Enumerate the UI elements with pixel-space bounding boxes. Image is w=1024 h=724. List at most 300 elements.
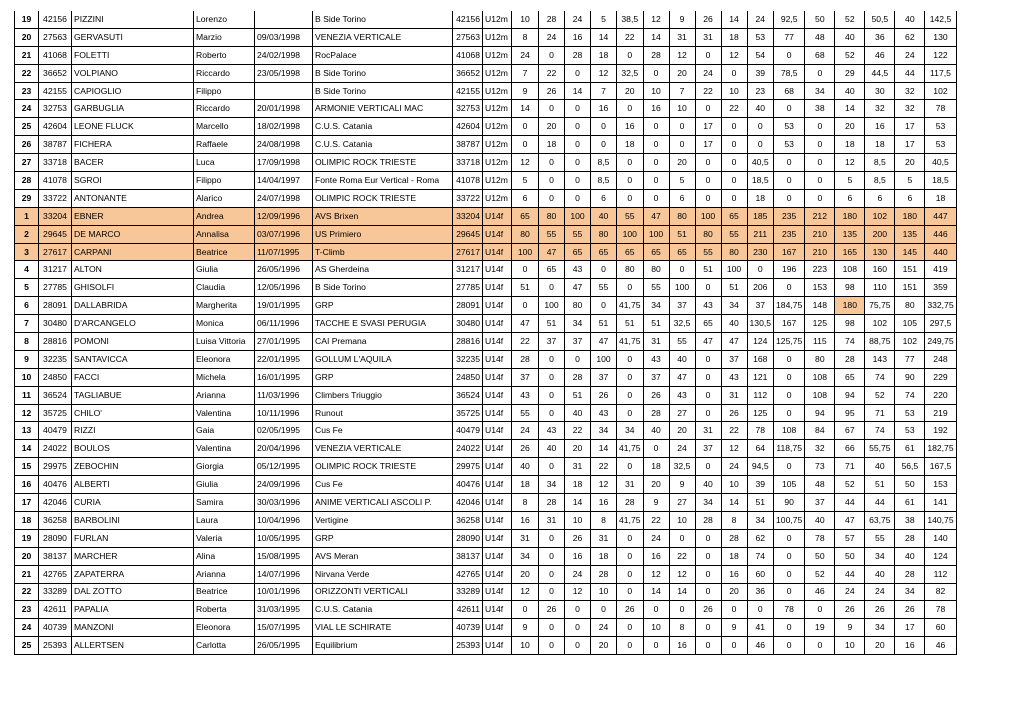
cell-score: 65 bbox=[669, 243, 695, 261]
cell-score: 0 bbox=[512, 118, 539, 136]
cell-category: U14f bbox=[483, 279, 512, 297]
cell-athlete-id: 42156 bbox=[39, 11, 72, 28]
table-row bbox=[15, 350, 996, 368]
cell-score: 47 bbox=[591, 333, 617, 351]
cell-score: 31 bbox=[695, 422, 721, 440]
cell-score: 66 bbox=[835, 440, 865, 458]
cell-club-code: 42156 bbox=[453, 11, 483, 28]
cell-score: 37 bbox=[669, 297, 695, 315]
cell-score: 32,5 bbox=[669, 315, 695, 333]
cell-score: 37 bbox=[721, 350, 747, 368]
cell-birth-date: 14/04/1997 bbox=[255, 172, 313, 190]
cell-score: 0 bbox=[539, 100, 565, 118]
cell-score: 44 bbox=[835, 494, 865, 512]
cell-score: 62 bbox=[895, 28, 925, 46]
cell-score: 40 bbox=[895, 11, 925, 28]
cell-score: 0 bbox=[805, 154, 835, 172]
cell-club: B Side Torino bbox=[313, 279, 453, 297]
cell-score: 0 bbox=[721, 136, 747, 154]
cell-first-name: Marcello bbox=[194, 118, 255, 136]
cell-club: B Side Torino bbox=[313, 64, 453, 82]
cell-club-code: 40479 bbox=[453, 422, 483, 440]
cell-score: 41,75 bbox=[617, 511, 644, 529]
cell-club: TACCHE E SVASI PERUGIA bbox=[313, 315, 453, 333]
cell-score: 77 bbox=[774, 28, 805, 46]
cell-score: 34 bbox=[695, 494, 721, 512]
cell-score: 18 bbox=[565, 476, 591, 494]
cell-score: 54 bbox=[747, 46, 774, 64]
cell-position: 19 bbox=[15, 11, 39, 28]
cell-score: 78 bbox=[925, 100, 956, 118]
cell-score: 167 bbox=[774, 315, 805, 333]
cell-score: 446 bbox=[925, 225, 956, 243]
cell-score: 28 bbox=[565, 46, 591, 64]
cell-score: 332,75 bbox=[925, 297, 956, 315]
cell-score: 17 bbox=[695, 118, 721, 136]
cell-first-name: Giulia bbox=[194, 476, 255, 494]
cell-score: 38 bbox=[895, 511, 925, 529]
cell-surname: EBNER bbox=[72, 207, 194, 225]
cell-score: 43 bbox=[512, 386, 539, 404]
cell-score: 0 bbox=[617, 350, 644, 368]
cell-surname: DALLABRIDA bbox=[72, 297, 194, 315]
cell-surname: LEONE FLUCK bbox=[72, 118, 194, 136]
cell-score: 28 bbox=[895, 529, 925, 547]
cell-score: 6 bbox=[895, 189, 925, 207]
cell-athlete-id: 33722 bbox=[39, 189, 72, 207]
table-row bbox=[15, 458, 996, 476]
cell-club-code: 40476 bbox=[453, 476, 483, 494]
cell-score: 16 bbox=[895, 637, 925, 655]
cell-score: 0 bbox=[591, 297, 617, 315]
cell-score: 0 bbox=[774, 100, 805, 118]
cell-score: 28 bbox=[539, 11, 565, 28]
cell-surname: MANZONI bbox=[72, 619, 194, 637]
cell-score: 0 bbox=[591, 118, 617, 136]
cell-score: 19 bbox=[805, 619, 835, 637]
cell-score: 18 bbox=[835, 136, 865, 154]
cell-score: 0 bbox=[591, 601, 617, 619]
cell-surname: VOLPIANO bbox=[72, 64, 194, 82]
cell-score: 9 bbox=[643, 494, 669, 512]
cell-athlete-id: 33718 bbox=[39, 154, 72, 172]
table-row bbox=[15, 511, 996, 529]
cell-score: 43 bbox=[565, 261, 591, 279]
cell-score: 0 bbox=[747, 136, 774, 154]
cell-category: U14f bbox=[483, 207, 512, 225]
cell-score: 34 bbox=[895, 583, 925, 601]
table-row bbox=[15, 261, 996, 279]
cell-score: 57 bbox=[835, 529, 865, 547]
cell-club-code: 33289 bbox=[453, 583, 483, 601]
cell-club-code: 42611 bbox=[453, 601, 483, 619]
cell-club: CAI Premana bbox=[313, 333, 453, 351]
cell-score: 440 bbox=[925, 243, 956, 261]
cell-club-code: 42046 bbox=[453, 494, 483, 512]
cell-club: OLIMPIC ROCK TRIESTE bbox=[313, 189, 453, 207]
cell-score: 8 bbox=[669, 619, 695, 637]
cell-athlete-id: 41078 bbox=[39, 172, 72, 190]
cell-score: 52 bbox=[835, 46, 865, 64]
cell-category: U14f bbox=[483, 476, 512, 494]
cell-score: 24 bbox=[565, 11, 591, 28]
cell-category: U14f bbox=[483, 565, 512, 583]
cell-score: 229 bbox=[925, 368, 956, 386]
cell-score: 40 bbox=[805, 511, 835, 529]
cell-score: 0 bbox=[695, 100, 721, 118]
cell-score: 53 bbox=[895, 422, 925, 440]
cell-score: 74 bbox=[835, 333, 865, 351]
cell-club: T-Climb bbox=[313, 243, 453, 261]
cell-position: 27 bbox=[15, 154, 39, 172]
cell-score: 80 bbox=[591, 225, 617, 243]
cell-score: 100 bbox=[565, 207, 591, 225]
cell-score: 0 bbox=[539, 46, 565, 64]
cell-score: 24 bbox=[565, 565, 591, 583]
cell-club-code: 27563 bbox=[453, 28, 483, 46]
cell-club: C.U.S. Catania bbox=[313, 118, 453, 136]
cell-score: 24 bbox=[835, 583, 865, 601]
cell-score: 212 bbox=[805, 207, 835, 225]
table-row bbox=[15, 583, 996, 601]
cell-score: 0 bbox=[565, 154, 591, 172]
cell-athlete-id: 27617 bbox=[39, 243, 72, 261]
cell-club-code: 28090 bbox=[453, 529, 483, 547]
cell-score: 22 bbox=[539, 64, 565, 82]
cell-category: U14f bbox=[483, 583, 512, 601]
cell-score: 26 bbox=[695, 601, 721, 619]
cell-club: VENEZIA VERTICALE bbox=[313, 28, 453, 46]
cell-score: 0 bbox=[774, 637, 805, 655]
table-row bbox=[15, 64, 996, 82]
cell-score: 196 bbox=[774, 261, 805, 279]
cell-score: 18 bbox=[925, 189, 956, 207]
cell-score: 14 bbox=[643, 583, 669, 601]
cell-club: Runout bbox=[313, 404, 453, 422]
cell-surname: ANTONANTE bbox=[72, 189, 194, 207]
cell-score: 0 bbox=[695, 350, 721, 368]
cell-category: U12m bbox=[483, 172, 512, 190]
cell-score: 0 bbox=[617, 404, 644, 422]
cell-score: 40 bbox=[591, 207, 617, 225]
cell-score: 55 bbox=[721, 225, 747, 243]
cell-score: 14 bbox=[721, 11, 747, 28]
cell-score: 28 bbox=[617, 494, 644, 512]
cell-athlete-id: 32235 bbox=[39, 350, 72, 368]
cell-score: 16 bbox=[865, 118, 895, 136]
cell-athlete-id: 33289 bbox=[39, 583, 72, 601]
cell-first-name: Claudia bbox=[194, 279, 255, 297]
cell-club: B Side Torino bbox=[313, 82, 453, 100]
cell-athlete-id: 38787 bbox=[39, 136, 72, 154]
cell-athlete-id: 42765 bbox=[39, 565, 72, 583]
cell-score: 47 bbox=[835, 511, 865, 529]
cell-score: 28 bbox=[565, 368, 591, 386]
cell-score: 64 bbox=[747, 440, 774, 458]
cell-surname: FACCI bbox=[72, 368, 194, 386]
cell-score: 65 bbox=[617, 243, 644, 261]
cell-score: 9 bbox=[669, 476, 695, 494]
cell-club-code: 24850 bbox=[453, 368, 483, 386]
cell-score: 40,5 bbox=[747, 154, 774, 172]
cell-club-code: 35725 bbox=[453, 404, 483, 422]
cell-score: 180 bbox=[835, 297, 865, 315]
cell-score: 6 bbox=[865, 189, 895, 207]
cell-score: 167 bbox=[774, 243, 805, 261]
cell-score: 46 bbox=[747, 637, 774, 655]
cell-surname: CURIA bbox=[72, 494, 194, 512]
cell-score: 55 bbox=[643, 279, 669, 297]
cell-score: 17 bbox=[895, 118, 925, 136]
cell-position: 29 bbox=[15, 189, 39, 207]
cell-category: U14f bbox=[483, 529, 512, 547]
cell-surname: CHILO' bbox=[72, 404, 194, 422]
cell-score: 55 bbox=[695, 243, 721, 261]
cell-score: 55 bbox=[617, 207, 644, 225]
cell-score: 50,5 bbox=[865, 11, 895, 28]
cell-athlete-id: 36258 bbox=[39, 511, 72, 529]
cell-surname: DAL ZOTTO bbox=[72, 583, 194, 601]
cell-score: 40 bbox=[835, 28, 865, 46]
cell-position: 3 bbox=[15, 243, 39, 261]
cell-club-code: 42765 bbox=[453, 565, 483, 583]
cell-club-code: 24022 bbox=[453, 440, 483, 458]
cell-club-code: 31217 bbox=[453, 261, 483, 279]
cell-athlete-id: 33204 bbox=[39, 207, 72, 225]
cell-birth-date bbox=[255, 82, 313, 100]
cell-athlete-id: 27785 bbox=[39, 279, 72, 297]
table-row bbox=[15, 422, 996, 440]
cell-club-code: 27785 bbox=[453, 279, 483, 297]
cell-score: 14 bbox=[669, 583, 695, 601]
cell-score: 419 bbox=[925, 261, 956, 279]
cell-score: 0 bbox=[747, 261, 774, 279]
cell-score: 0 bbox=[539, 386, 565, 404]
cell-birth-date: 03/07/1996 bbox=[255, 225, 313, 243]
table-row bbox=[15, 440, 996, 458]
table-row bbox=[15, 565, 996, 583]
cell-category: U12m bbox=[483, 28, 512, 46]
cell-position: 24 bbox=[15, 619, 39, 637]
cell-score: 10 bbox=[565, 511, 591, 529]
cell-score: 47 bbox=[721, 333, 747, 351]
cell-club: OLIMPIC ROCK TRIESTE bbox=[313, 458, 453, 476]
cell-first-name: Arianna bbox=[194, 386, 255, 404]
cell-score: 0 bbox=[539, 189, 565, 207]
cell-position: 7 bbox=[15, 315, 39, 333]
cell-club: US Primiero bbox=[313, 225, 453, 243]
cell-score: 0 bbox=[805, 601, 835, 619]
cell-score: 0 bbox=[617, 189, 644, 207]
cell-score: 223 bbox=[805, 261, 835, 279]
cell-score: 0 bbox=[565, 136, 591, 154]
cell-athlete-id: 29645 bbox=[39, 225, 72, 243]
cell-score: 0 bbox=[617, 637, 644, 655]
cell-score: 9 bbox=[721, 619, 747, 637]
cell-score: 18 bbox=[539, 136, 565, 154]
cell-score: 37 bbox=[805, 494, 835, 512]
cell-score: 0 bbox=[721, 118, 747, 136]
cell-first-name: Giulia bbox=[194, 261, 255, 279]
cell-club-code: 28816 bbox=[453, 333, 483, 351]
cell-score: 0 bbox=[512, 297, 539, 315]
cell-score: 78 bbox=[774, 601, 805, 619]
cell-score: 26 bbox=[565, 529, 591, 547]
cell-score: 55 bbox=[512, 404, 539, 422]
cell-score: 34 bbox=[747, 511, 774, 529]
cell-score: 12 bbox=[512, 583, 539, 601]
cell-score: 94,5 bbox=[747, 458, 774, 476]
cell-first-name: Carlotta bbox=[194, 637, 255, 655]
cell-score: 40 bbox=[695, 476, 721, 494]
cell-club-code: 33718 bbox=[453, 154, 483, 172]
cell-score: 100 bbox=[695, 207, 721, 225]
cell-athlete-id: 40479 bbox=[39, 422, 72, 440]
cell-score: 53 bbox=[925, 118, 956, 136]
cell-birth-date: 11/07/1995 bbox=[255, 243, 313, 261]
cell-score: 71 bbox=[835, 458, 865, 476]
cell-score: 75,75 bbox=[865, 297, 895, 315]
cell-category: U14f bbox=[483, 261, 512, 279]
cell-score: 39 bbox=[747, 476, 774, 494]
cell-score: 16 bbox=[643, 547, 669, 565]
cell-score: 37 bbox=[591, 368, 617, 386]
cell-surname: ALLERTSEN bbox=[72, 637, 194, 655]
cell-club: ORIZZONTI VERTICALI bbox=[313, 583, 453, 601]
cell-score: 38 bbox=[805, 100, 835, 118]
cell-first-name: Marzio bbox=[194, 28, 255, 46]
cell-score: 20 bbox=[565, 440, 591, 458]
cell-score: 34 bbox=[512, 547, 539, 565]
cell-athlete-id: 24850 bbox=[39, 368, 72, 386]
cell-surname: GHISOLFI bbox=[72, 279, 194, 297]
cell-first-name: Valentina bbox=[194, 440, 255, 458]
cell-score: 9 bbox=[512, 82, 539, 100]
cell-position: 23 bbox=[15, 601, 39, 619]
cell-score: 14 bbox=[835, 100, 865, 118]
cell-score: 22 bbox=[512, 333, 539, 351]
cell-score: 51 bbox=[865, 476, 895, 494]
cell-score: 26 bbox=[539, 601, 565, 619]
table-row bbox=[15, 154, 996, 172]
cell-score: 34 bbox=[865, 619, 895, 637]
cell-score: 46 bbox=[805, 583, 835, 601]
cell-score: 90 bbox=[774, 494, 805, 512]
cell-score: 165 bbox=[835, 243, 865, 261]
cell-club: VIAL LE SCHIRATE bbox=[313, 619, 453, 637]
cell-score: 0 bbox=[669, 529, 695, 547]
cell-club: Fonte Roma Eur Vertical - Roma bbox=[313, 172, 453, 190]
cell-position: 6 bbox=[15, 297, 39, 315]
cell-score: 0 bbox=[643, 637, 669, 655]
cell-score: 0 bbox=[643, 154, 669, 172]
cell-score: 10 bbox=[512, 11, 539, 28]
cell-score: 12 bbox=[643, 565, 669, 583]
cell-score: 0 bbox=[539, 547, 565, 565]
cell-position: 12 bbox=[15, 404, 39, 422]
cell-score: 95 bbox=[835, 404, 865, 422]
cell-score: 50 bbox=[835, 547, 865, 565]
cell-score: 0 bbox=[617, 100, 644, 118]
cell-score: 51 bbox=[512, 279, 539, 297]
cell-position: 2 bbox=[15, 225, 39, 243]
cell-position: 18 bbox=[15, 511, 39, 529]
cell-score: 18 bbox=[591, 547, 617, 565]
cell-score: 26 bbox=[512, 440, 539, 458]
cell-score: 0 bbox=[721, 189, 747, 207]
cell-score: 10 bbox=[643, 619, 669, 637]
cell-first-name: Eleonora bbox=[194, 619, 255, 637]
cell-score: 0 bbox=[591, 261, 617, 279]
cell-score: 105 bbox=[774, 476, 805, 494]
cell-position: 8 bbox=[15, 333, 39, 351]
cell-athlete-id: 42604 bbox=[39, 118, 72, 136]
cell-score: 68 bbox=[774, 82, 805, 100]
cell-score: 80 bbox=[565, 297, 591, 315]
cell-category: U14f bbox=[483, 494, 512, 512]
cell-score: 29 bbox=[835, 64, 865, 82]
cell-position: 21 bbox=[15, 46, 39, 64]
cell-score: 34 bbox=[591, 422, 617, 440]
cell-score: 118,75 bbox=[774, 440, 805, 458]
cell-score: 52 bbox=[835, 11, 865, 28]
cell-score: 297,5 bbox=[925, 315, 956, 333]
cell-score: 108 bbox=[835, 261, 865, 279]
cell-score: 94 bbox=[805, 404, 835, 422]
cell-position: 19 bbox=[15, 529, 39, 547]
cell-first-name: Samira bbox=[194, 494, 255, 512]
cell-category: U14f bbox=[483, 547, 512, 565]
cell-birth-date: 10/04/1996 bbox=[255, 511, 313, 529]
cell-club: Vertigine bbox=[313, 511, 453, 529]
cell-club-code: 40739 bbox=[453, 619, 483, 637]
cell-score: 8 bbox=[512, 28, 539, 46]
cell-score: 26 bbox=[835, 601, 865, 619]
cell-score: 6 bbox=[512, 189, 539, 207]
cell-category: U12m bbox=[483, 136, 512, 154]
cell-score: 249,75 bbox=[925, 333, 956, 351]
cell-score: 235 bbox=[774, 225, 805, 243]
cell-birth-date: 17/09/1998 bbox=[255, 154, 313, 172]
cell-surname: TAGLIABUE bbox=[72, 386, 194, 404]
table-row bbox=[15, 297, 996, 315]
cell-score: 14 bbox=[565, 82, 591, 100]
cell-score: 34 bbox=[721, 297, 747, 315]
cell-score: 0 bbox=[643, 440, 669, 458]
cell-birth-date: 20/04/1996 bbox=[255, 440, 313, 458]
cell-score: 0 bbox=[512, 261, 539, 279]
cell-score: 28 bbox=[512, 350, 539, 368]
cell-birth-date: 10/05/1995 bbox=[255, 529, 313, 547]
cell-score: 65 bbox=[539, 261, 565, 279]
cell-score: 24 bbox=[747, 11, 774, 28]
cell-birth-date: 09/03/1998 bbox=[255, 28, 313, 46]
cell-score: 0 bbox=[565, 118, 591, 136]
cell-surname: BOULOS bbox=[72, 440, 194, 458]
cell-score: 40 bbox=[747, 100, 774, 118]
cell-score: 110 bbox=[865, 279, 895, 297]
cell-surname: GERVASUTI bbox=[72, 28, 194, 46]
cell-score: 211 bbox=[747, 225, 774, 243]
cell-score: 151 bbox=[895, 279, 925, 297]
cell-surname: SGROI bbox=[72, 172, 194, 190]
cell-score: 55,75 bbox=[865, 440, 895, 458]
cell-score: 23 bbox=[747, 82, 774, 100]
cell-score: 100 bbox=[669, 279, 695, 297]
cell-score: 12 bbox=[835, 154, 865, 172]
cell-score: 22 bbox=[565, 422, 591, 440]
cell-score: 26 bbox=[865, 601, 895, 619]
